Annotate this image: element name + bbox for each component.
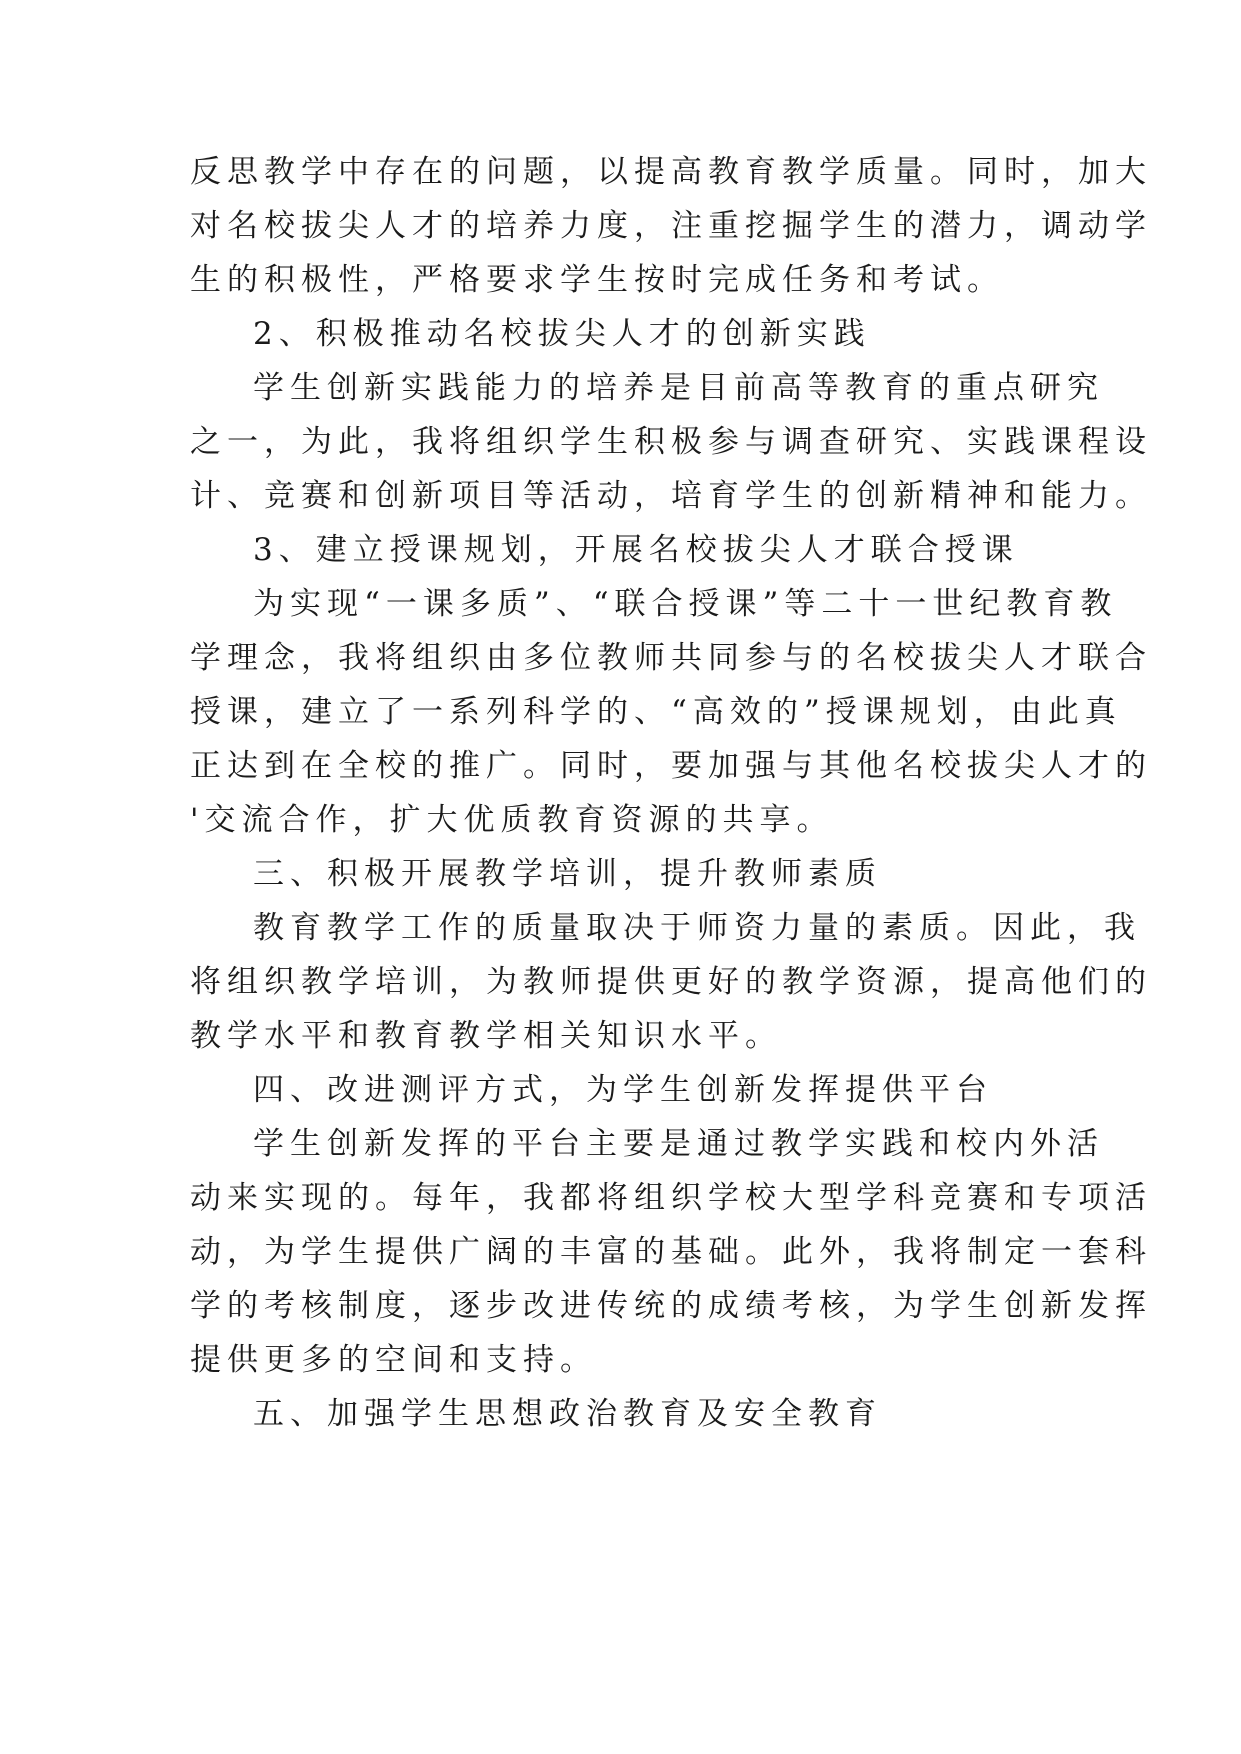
body-text-line: 学的考核制度，逐步改进传统的成绩考核，为学生创新发挥 (190, 1288, 1152, 1324)
body-text-line: 教育教学工作的质量取决于师资力量的素质。因此，我 (253, 910, 1141, 946)
body-text-line: 学生创新发挥的平台主要是通过教学实践和校内外活 (253, 1126, 1104, 1162)
section-heading: 3、建立授课规划，开展名校拔尖人才联合授课 (253, 532, 1019, 568)
body-text-line: 动，为学生提供广阔的丰富的基础。此外，我将制定一套科 (190, 1234, 1152, 1270)
body-text-line: 为实现“一课多质”、“联合授课”等二十一世纪教育教 (253, 586, 1118, 622)
body-text-line: 授课，建立了一系列科学的、“高效的”授课规划，由此真 (190, 694, 1122, 730)
body-text-line: 教学水平和教育教学相关知识水平。 (190, 1018, 782, 1054)
body-text-line: 正达到在全校的推广。同时，要加强与其他名校拔尖人才的 (190, 748, 1152, 784)
section-heading: 四、改进测评方式，为学生创新发挥提供平台 (253, 1072, 993, 1108)
body-text-line: 提供更多的空间和支持。 (190, 1342, 597, 1378)
body-text-line: 之一，为此，我将组织学生积极参与调查研究、实践课程设 (190, 424, 1152, 460)
section-heading: 2、积极推动名校拔尖人才的创新实践 (253, 316, 871, 352)
body-text-line: 反思教学中存在的问题，以提高教育教学质量。同时，加大 (190, 154, 1152, 190)
body-text-line: 生的积极性，严格要求学生按时完成任务和考试。 (190, 262, 1004, 298)
body-text-line: '交流合作，扩大优质教育资源的共享。 (190, 802, 834, 838)
body-text-line: 计、竞赛和创新项目等活动，培育学生的创新精神和能力。 (190, 478, 1152, 514)
body-text-line: 动来实现的。每年，我都将组织学校大型学科竞赛和专项活 (190, 1180, 1152, 1216)
body-text-line: 学理念，我将组织由多位教师共同参与的名校拔尖人才联合 (190, 640, 1152, 676)
section-heading: 五、加强学生思想政治教育及安全教育 (253, 1396, 882, 1432)
section-heading: 三、积极开展教学培训，提升教师素质 (253, 856, 882, 892)
body-text-line: 对名校拔尖人才的培养力度，注重挖掘学生的潜力，调动学 (190, 208, 1152, 244)
body-text-line: 将组织教学培训，为教师提供更好的教学资源，提高他们的 (190, 964, 1152, 1000)
body-text-line: 学生创新实践能力的培养是目前高等教育的重点研究 (253, 370, 1104, 406)
